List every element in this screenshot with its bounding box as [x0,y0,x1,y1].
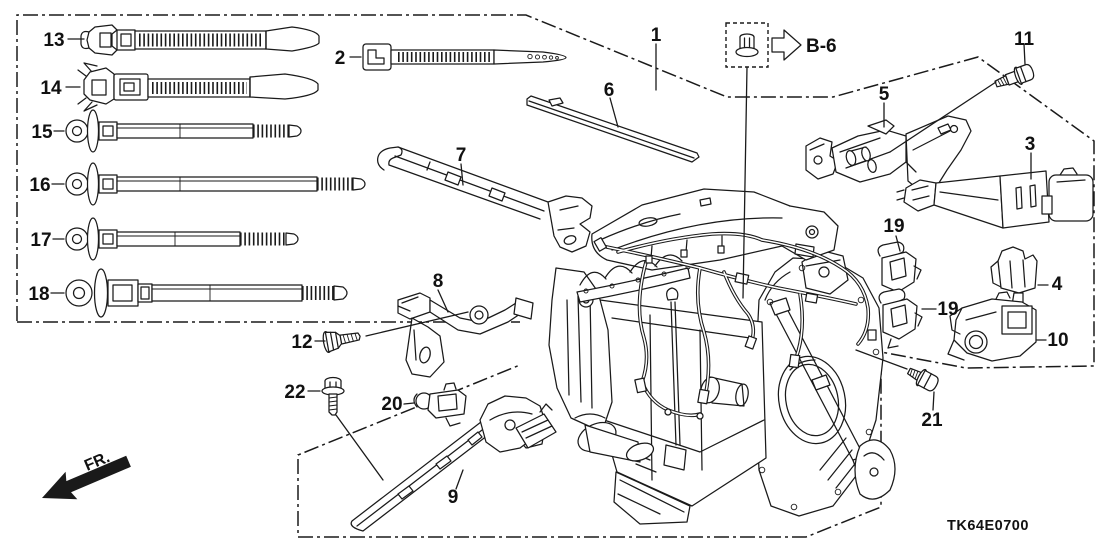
arrow-right-icon [772,30,801,60]
part-label-19-lower: 19 [937,299,959,320]
part-9-harness-holder [351,396,556,531]
part-8-harness-bracket [398,293,533,377]
fr-direction-indicator [36,447,134,511]
part-label-21: 21 [921,410,943,431]
part-5-harness-bracket-assembly [806,116,971,191]
part-label-2: 2 [334,48,346,69]
part-label-16: 16 [29,175,51,196]
part-20-harness-clip [414,383,466,426]
part-11-bolt [993,62,1036,92]
part-18-harness-clip [66,269,347,317]
part-label-19-upper: 19 [883,216,905,237]
part-label-20: 20 [381,394,403,415]
part-label-14: 14 [40,78,62,99]
part-22-bolt [322,378,344,416]
b6-reference [726,23,837,67]
part-17-harness-clip [66,218,298,260]
part-label-22: 22 [284,382,306,403]
part-label-1: 1 [650,25,662,46]
part-12-bolt [322,326,362,353]
part-label-9: 9 [447,487,459,508]
part-label-5: 5 [878,84,890,105]
reference-label: B-6 [806,36,837,57]
drawing-code: TK64E0700 [947,518,1029,534]
part-15-harness-clip [66,110,301,152]
part-label-15: 15 [31,122,53,143]
part-10-harness-holder [948,292,1036,361]
part-label-6: 6 [603,80,615,101]
part-label-11: 11 [1013,29,1035,50]
part-13-harness-band [81,25,319,55]
part-19-clip-lower [879,289,922,348]
part-label-4: 4 [1051,274,1063,295]
fr-label: FR. [82,448,113,475]
part-16-harness-clip [66,163,365,205]
part-label-7: 7 [455,145,467,166]
part-21-bolt [905,363,941,393]
part-label-13: 13 [43,30,65,51]
part-label-3: 3 [1024,134,1036,155]
part-label-10: 10 [1047,330,1069,351]
part-label-8: 8 [432,271,444,292]
part-label-18: 18 [28,284,50,305]
part-label-12: 12 [291,332,313,353]
part-7-harness-holder [378,147,592,252]
part-14-harness-band [78,63,318,111]
part-6-harness-stay [527,96,699,162]
part-label-17: 17 [30,230,52,251]
part-2-cable-tie [363,44,566,70]
nut-icon [736,34,758,57]
